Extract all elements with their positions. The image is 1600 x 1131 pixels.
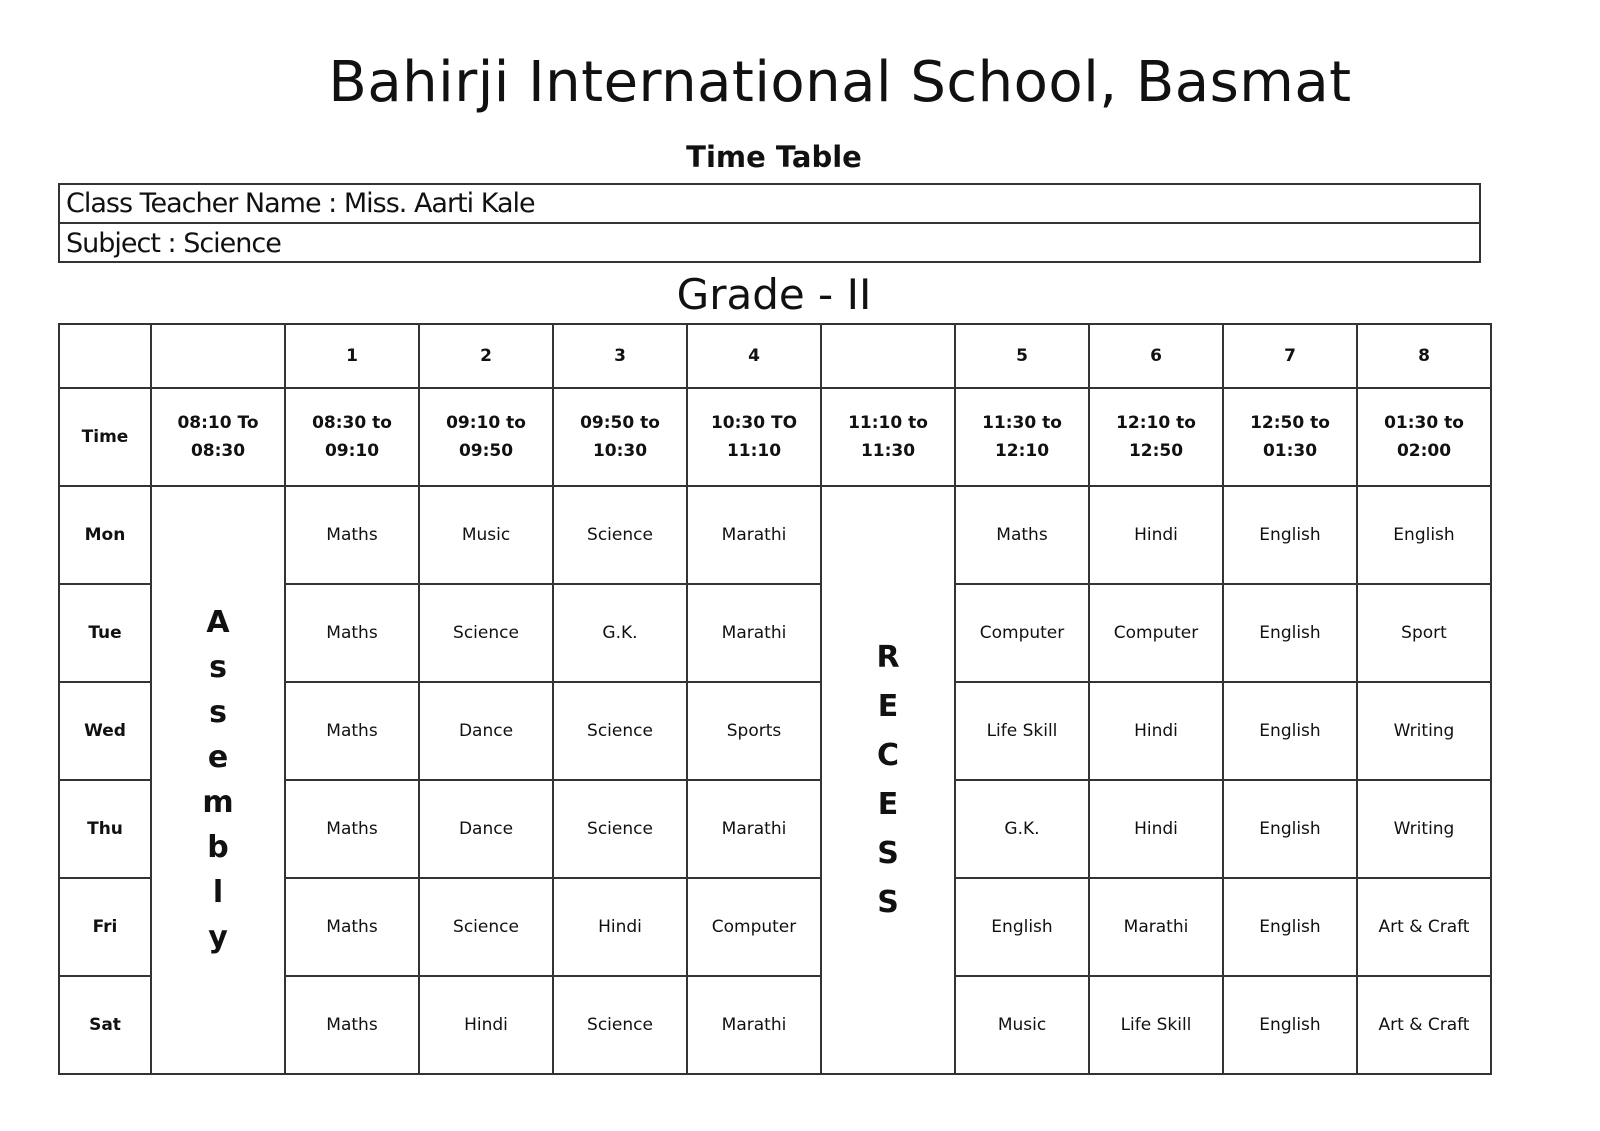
subject-cell: Hindi xyxy=(419,976,553,1074)
time-slot-line: 12:10 to xyxy=(1116,413,1196,433)
time-slot xyxy=(285,388,419,486)
subject-cell: Maths xyxy=(285,780,419,878)
subject-cell: Art & Craft xyxy=(1357,976,1491,1074)
assembly-letter: y xyxy=(208,920,228,955)
subject-cell: Hindi xyxy=(1089,780,1223,878)
subject-cell: Marathi xyxy=(687,976,821,1074)
time-slot-line: 08:30 xyxy=(190,441,246,461)
period-number: 1 xyxy=(285,324,419,388)
time-slot xyxy=(553,388,687,486)
recess-letter: C xyxy=(876,738,900,773)
subject-cell: Science xyxy=(553,682,687,780)
time-slot xyxy=(1089,388,1223,486)
grade-title: Grade - II xyxy=(676,270,872,319)
time-slot xyxy=(1223,388,1357,486)
subject-cell: Science xyxy=(553,486,687,584)
time-row xyxy=(59,388,1491,486)
subject-cell: Science xyxy=(553,976,687,1074)
subject-cell: English xyxy=(1223,486,1357,584)
assembly-letter: e xyxy=(207,740,229,775)
subject-cell: English xyxy=(955,878,1089,976)
assembly-cell xyxy=(151,486,285,1074)
assembly-letter: m xyxy=(202,785,234,820)
period-number: 6 xyxy=(1089,324,1223,388)
subject-cell: Maths xyxy=(285,486,419,584)
day-label: Tue xyxy=(59,584,151,682)
time-label: Time xyxy=(59,388,151,486)
time-slot-line: 01:30 xyxy=(1262,441,1318,461)
recess-letter: S xyxy=(877,885,899,920)
time-slot-line: 10:30 xyxy=(592,441,648,461)
subject-cell: Hindi xyxy=(1089,682,1223,780)
subject-line: Subject : Science xyxy=(66,228,281,259)
subject-cell: Sports xyxy=(687,682,821,780)
day-row xyxy=(59,486,1491,584)
time-slot-line: 08:30 to xyxy=(312,413,392,433)
subject-cell: Dance xyxy=(419,682,553,780)
subject-cell: Hindi xyxy=(1089,486,1223,584)
period-number: 4 xyxy=(687,324,821,388)
time-slot-line: 09:50 to xyxy=(580,413,660,433)
day-label: Wed xyxy=(59,682,151,780)
recess-label xyxy=(822,633,954,927)
subject-cell: Life Skill xyxy=(955,682,1089,780)
subject-cell: Science xyxy=(419,878,553,976)
time-slot xyxy=(955,388,1089,486)
subject-cell: Marathi xyxy=(687,486,821,584)
subject-cell: English xyxy=(1223,682,1357,780)
subject-cell: English xyxy=(1223,780,1357,878)
subject-cell: Computer xyxy=(955,584,1089,682)
time-slot-line: 02:00 xyxy=(1396,441,1452,461)
timetable xyxy=(58,323,1492,1075)
subject-cell: Art & Craft xyxy=(1357,878,1491,976)
assembly-letter: A xyxy=(206,605,230,640)
time-slot-line: 12:10 xyxy=(994,441,1050,461)
time-slot xyxy=(419,388,553,486)
subject-cell: Sport xyxy=(1357,584,1491,682)
subject-cell: Music xyxy=(419,486,553,584)
subject-cell: Hindi xyxy=(553,878,687,976)
recess-letter: E xyxy=(877,689,899,724)
period-number: 2 xyxy=(419,324,553,388)
time-slot-line: 11:30 xyxy=(860,441,916,461)
subject-cell: Writing xyxy=(1357,780,1491,878)
day-label: Thu xyxy=(59,780,151,878)
time-slot-line: 11:10 xyxy=(726,441,782,461)
time-slot xyxy=(687,388,821,486)
doc-title: Time Table xyxy=(686,140,862,174)
subject-cell: G.K. xyxy=(955,780,1089,878)
subject-cell: G.K. xyxy=(553,584,687,682)
subject-cell: Science xyxy=(419,584,553,682)
period-number xyxy=(151,324,285,388)
day-label: Sat xyxy=(59,976,151,1074)
period-number xyxy=(59,324,151,388)
subject-cell: Computer xyxy=(1089,584,1223,682)
time-slot-line: 01:30 to xyxy=(1384,413,1464,433)
day-label: Mon xyxy=(59,486,151,584)
time-slot-line: 11:30 to xyxy=(982,413,1062,433)
day-label: Fri xyxy=(59,878,151,976)
period-number xyxy=(821,324,955,388)
subject-cell: Marathi xyxy=(687,584,821,682)
subject-cell: Dance xyxy=(419,780,553,878)
time-slot-line: 09:10 xyxy=(324,441,380,461)
time-slot-line: 10:30 TO xyxy=(710,413,798,433)
subject-cell: Marathi xyxy=(687,780,821,878)
period-number: 7 xyxy=(1223,324,1357,388)
assembly-letter: b xyxy=(207,830,229,865)
period-number: 8 xyxy=(1357,324,1491,388)
subject-cell: English xyxy=(1223,584,1357,682)
subject-cell: Marathi xyxy=(1089,878,1223,976)
subject-cell: Maths xyxy=(285,878,419,976)
assembly-label xyxy=(152,600,284,960)
time-slot-line: 08:10 To xyxy=(177,413,259,433)
subject-cell: English xyxy=(1223,878,1357,976)
time-slot-line: 12:50 to xyxy=(1250,413,1330,433)
subject-cell: Life Skill xyxy=(1089,976,1223,1074)
recess-cell xyxy=(821,486,955,1074)
assembly-letter: s xyxy=(209,650,227,685)
time-slot xyxy=(821,388,955,486)
subject-cell: English xyxy=(1357,486,1491,584)
school-name: Bahirji International School, Basmat xyxy=(328,50,1352,115)
recess-letter: S xyxy=(877,836,899,871)
recess-letter: R xyxy=(876,640,900,675)
time-slot-line: 09:10 to xyxy=(446,413,526,433)
assembly-letter: s xyxy=(209,695,227,730)
subject-cell: Writing xyxy=(1357,682,1491,780)
time-slot xyxy=(1357,388,1491,486)
time-slot xyxy=(151,388,285,486)
time-slot-line: 12:50 xyxy=(1128,441,1184,461)
period-number: 3 xyxy=(553,324,687,388)
time-slot-line: 09:50 xyxy=(458,441,514,461)
subject-cell: English xyxy=(1223,976,1357,1074)
period-header-row xyxy=(59,324,1491,388)
subject-cell: Science xyxy=(553,780,687,878)
subject-cell: Maths xyxy=(285,976,419,1074)
teacher-info-box xyxy=(58,183,1481,263)
assembly-letter: l xyxy=(212,875,224,910)
subject-cell: Music xyxy=(955,976,1089,1074)
class-teacher-name: Class Teacher Name : Miss. Aarti Kale xyxy=(60,185,1479,224)
recess-letter: E xyxy=(877,787,899,822)
subject-cell: Maths xyxy=(285,584,419,682)
time-slot-line: 11:10 to xyxy=(848,413,928,433)
subject-cell: Computer xyxy=(687,878,821,976)
subject-cell: Maths xyxy=(955,486,1089,584)
period-number: 5 xyxy=(955,324,1089,388)
subject-cell: Maths xyxy=(285,682,419,780)
